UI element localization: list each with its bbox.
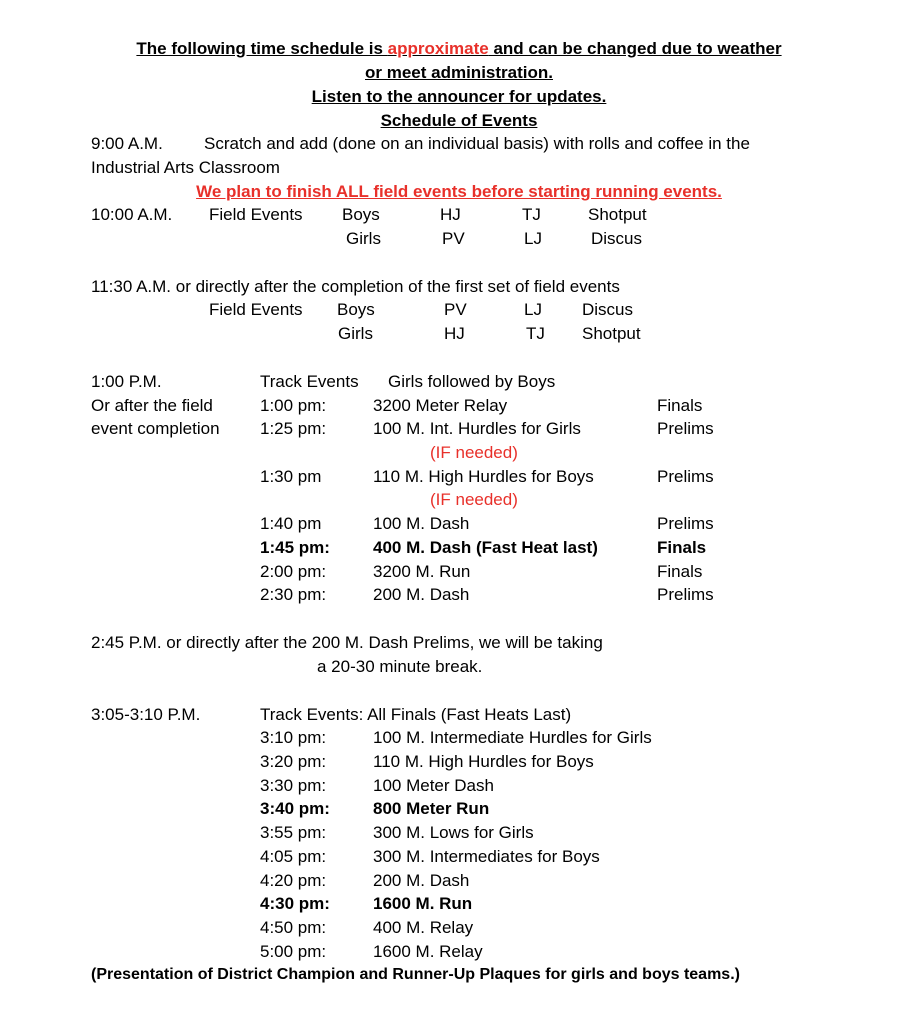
footer-note: (Presentation of District Champion and Runner-Up Plaques for girls and boys teams.) — [91, 966, 740, 983]
track1-row-time: 1:45 pm: — [260, 538, 330, 557]
track1-left-note-2: event completion — [91, 419, 220, 438]
track1-row-event: 110 M. High Hurdles for Boys — [373, 467, 594, 486]
track1-row-round: Prelims — [657, 585, 714, 604]
break-info-line-2: a 20-30 minute break. — [317, 657, 483, 676]
track1-row-round: Prelims — [657, 467, 714, 486]
track1-row-time: 1:30 pm — [260, 467, 322, 486]
if-needed-note: (IF needed) — [430, 443, 518, 462]
if-needed-note: (IF needed) — [430, 490, 518, 509]
track2-row-event: 400 M. Relay — [373, 918, 474, 937]
field1-girls-label: Girls — [346, 229, 381, 248]
track1-row-time: 2:00 pm: — [260, 562, 327, 581]
intro-text-2: Industrial Arts Classroom — [91, 158, 280, 177]
field2-girls-event-1: HJ — [444, 324, 465, 343]
track2-row-time: 4:30 pm: — [260, 894, 330, 913]
track2-row-time: 3:20 pm: — [260, 752, 327, 771]
track2-row-event: 300 M. Lows for Girls — [373, 823, 534, 842]
track1-row-time: 2:30 pm: — [260, 585, 327, 604]
track2-row-time: 3:30 pm: — [260, 776, 327, 795]
track1-subtitle: Girls followed by Boys — [388, 372, 556, 391]
field2-girls-label: Girls — [338, 324, 373, 343]
track1-row-event: 200 M. Dash — [373, 585, 470, 604]
track2-row-time: 3:55 pm: — [260, 823, 327, 842]
field2-girls-event-2: TJ — [526, 324, 545, 343]
field1-girls-event-3: Discus — [591, 229, 643, 248]
field2-girls-event-3: Shotput — [582, 324, 641, 343]
track2-row-event: 1600 M. Relay — [373, 942, 483, 961]
field1-girls-event-2: LJ — [524, 229, 542, 248]
track1-row-event: 3200 M. Run — [373, 562, 471, 581]
track1-row-event: 100 M. Dash — [373, 514, 470, 533]
track1-row-time: 1:40 pm — [260, 514, 322, 533]
track1-row-round: Finals — [657, 562, 703, 581]
header-line-1 — [0, 38, 918, 60]
field-events-notice: We plan to finish ALL field events before starting running events. — [196, 182, 722, 201]
track2-row-event: 300 M. Intermediates for Boys — [373, 847, 600, 866]
track1-title: Track Events — [260, 372, 359, 391]
header-line-1-end: and can be changed due to weather — [488, 39, 782, 58]
field1-boys-event-2: TJ — [522, 205, 541, 224]
field2-boys-label: Boys — [337, 300, 375, 319]
track2-row-event: 800 Meter Run — [373, 799, 490, 818]
track1-row-round: Finals — [657, 538, 707, 557]
field1-time: 10:00 A.M. — [91, 205, 173, 224]
track1-row-time: 1:00 pm: — [260, 396, 327, 415]
track2-row-time: 4:05 pm: — [260, 847, 327, 866]
track2-row-time: 5:00 pm: — [260, 942, 327, 961]
schedule-title: Schedule of Events — [380, 111, 538, 130]
track1-row-event: 100 M. Int. Hurdles for Girls — [373, 419, 581, 438]
track2-row-time: 4:20 pm: — [260, 871, 327, 890]
track2-row-event: 1600 M. Run — [373, 894, 473, 913]
field2-boys-event-1: PV — [444, 300, 467, 319]
track2-row-time: 3:40 pm: — [260, 799, 330, 818]
track1-row-round: Finals — [657, 396, 703, 415]
track2-row-event: 110 M. High Hurdles for Boys — [373, 752, 594, 771]
track1-row-event: 3200 Meter Relay — [373, 396, 508, 415]
track1-row-time: 1:25 pm: — [260, 419, 327, 438]
field2-boys-event-3: Discus — [582, 300, 634, 319]
track2-row-time: 4:50 pm: — [260, 918, 327, 937]
break-info-line-1: 2:45 P.M. or directly after the 200 M. Dash Prelims, we will be taking — [91, 633, 603, 652]
field2-time-text: 11:30 A.M. or directly after the completion of the first set of field events — [91, 277, 620, 296]
header-line-3: Listen to the announcer for updates. — [311, 87, 607, 106]
track2-row-event: 200 M. Dash — [373, 871, 470, 890]
header-line-2: or meet administration. — [365, 63, 553, 82]
intro-time: 9:00 A.M. — [91, 134, 163, 153]
field2-boys-event-2: LJ — [524, 300, 542, 319]
track1-row-round: Prelims — [657, 419, 714, 438]
field2-label: Field Events — [209, 300, 303, 319]
track2-time: 3:05-3:10 P.M. — [91, 705, 201, 724]
track1-time: 1:00 P.M. — [91, 372, 162, 391]
intro-text-1: Scratch and add (done on an individual basis) with rolls and coffee in the — [204, 134, 750, 153]
field1-label: Field Events — [209, 205, 303, 224]
track1-left-note-1: Or after the field — [91, 396, 213, 415]
field1-girls-event-1: PV — [442, 229, 465, 248]
track1-row-round: Prelims — [657, 514, 714, 533]
track2-row-event: 100 Meter Dash — [373, 776, 494, 795]
track2-row-event: 100 M. Intermediate Hurdles for Girls — [373, 728, 652, 747]
track2-row-time: 3:10 pm: — [260, 728, 327, 747]
field1-boys-event-3: Shotput — [588, 205, 647, 224]
header-line-1-start: The following time schedule is — [136, 39, 388, 58]
field1-boys-event-1: HJ — [440, 205, 461, 224]
field1-boys-label: Boys — [342, 205, 380, 224]
approximate-highlight: approximate — [387, 39, 489, 58]
track2-title: Track Events: All Finals (Fast Heats Last) — [260, 705, 572, 724]
track1-row-event: 400 M. Dash (Fast Heat last) — [373, 538, 598, 557]
